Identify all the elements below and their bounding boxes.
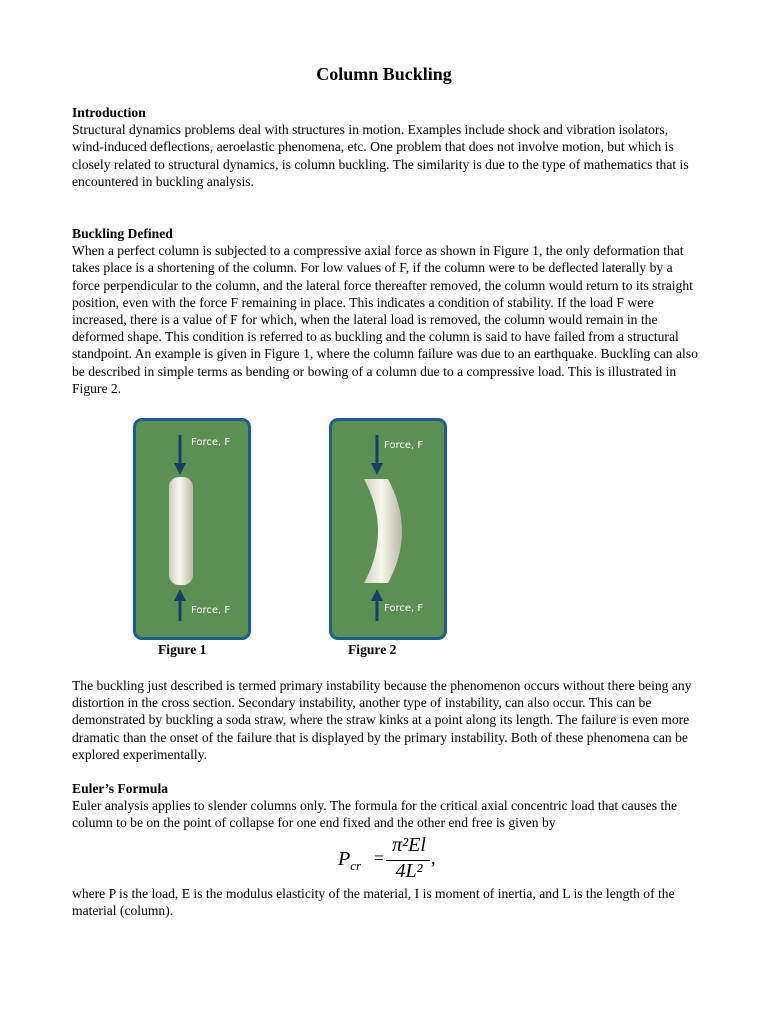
formula-comma: , [431, 848, 436, 868]
figure-2-caption: Figure 2 [348, 642, 397, 657]
euler-formula-section [72, 780, 702, 832]
euler-formula-explanation-paragraph: where P is the load, E is the modulus elasticity of the material, I is moment of inertia, and L is the length of the material (column). [72, 886, 675, 919]
instability-section [72, 677, 702, 763]
buckling-defined-section [72, 225, 702, 397]
euler-formula-explanation [72, 885, 702, 919]
column-shape [169, 477, 193, 585]
euler-formula-intro-paragraph: Euler analysis applies to slender columns only. The formula for the critical axial concentric load that causes the column to be on the point of collapse for one end fixed and the other end free is given by [72, 798, 678, 831]
introduction-section [72, 104, 702, 190]
buckling-defined-heading: Buckling Defined [72, 226, 173, 241]
euler-formula-heading: Euler’s Formula [72, 781, 169, 796]
formula-lhs: $P_{cr}$ [338, 848, 362, 873]
buckling-defined-paragraph: When a perfect column is subjected to a compressive axial force as shown in Figure 1, the only deformation that takes place is a shortening of the column. For low values of F, if the column were to be deflected laterally by a force perpendicular to the column, and the lateral force thereafter removed, the column would return to its straight position, even with the force F remaining in place. This indicates a condition of stability. If the load F were increased, there is a value of F for which, when the lateral load is removed, the column would remain in the deformed shape. This condition is referred to as buckling and the column is said to have failed from a structural standpoint. An example is given in Figure 1, where the column failure was due to an earthquake. Buckling can also be described in simple terms as bending or bowing of a column due to a compressive load. This is illustrated in Figure 2. [72, 243, 698, 396]
figure-1-bottom-force-label: Force, F [191, 605, 231, 616]
page-title: Column Buckling [316, 64, 452, 84]
figure-2-bottom-force-label: Force, F [384, 603, 424, 614]
instability-paragraph: The buckling just described is termed primary instability because the phenomenon occurs without there being any distortion in the cross section. Secondary instability, another type of instability, can also occur. This can be demonstrated by buckling a soda straw, where the straw kinks at a point along its length. The failure is even more dramatic than the onset of the failure that is displayed by the primary instability. Both of these phenomena can be explored experimentally. [72, 678, 692, 762]
figure-2-image [329, 418, 447, 640]
figure-1-image [133, 418, 251, 640]
euler-critical-load-formula [338, 836, 448, 884]
figure-1-top-force-label: Force, F [191, 437, 231, 448]
introduction-paragraph: Structural dynamics problems deal with structures in motion. Examples include shock and vibration isolators, wind-induced deflections, aeroelastic phenomena, etc. One problem that does not involve motion, but which is closely related to structural dynamics, is column buckling. The similarity is due to the type of mathematics that is encountered in buckling analysis. [72, 122, 689, 189]
arrow-head-up-icon [174, 589, 186, 601]
figure-1-caption: Figure 1 [158, 642, 207, 657]
formula-equals-sign: = [374, 848, 385, 868]
arrow-head-up-icon [371, 589, 383, 601]
figure-2-top-force-label: Force, F [384, 440, 424, 451]
arrow-head-down-icon [174, 463, 186, 475]
arrow-head-down-icon [371, 463, 383, 475]
formula-numerator: π²El [392, 834, 426, 856]
introduction-heading: Introduction [72, 105, 146, 120]
formula-denominator: 4L² [395, 860, 423, 882]
buckled-column-shape [364, 479, 402, 583]
